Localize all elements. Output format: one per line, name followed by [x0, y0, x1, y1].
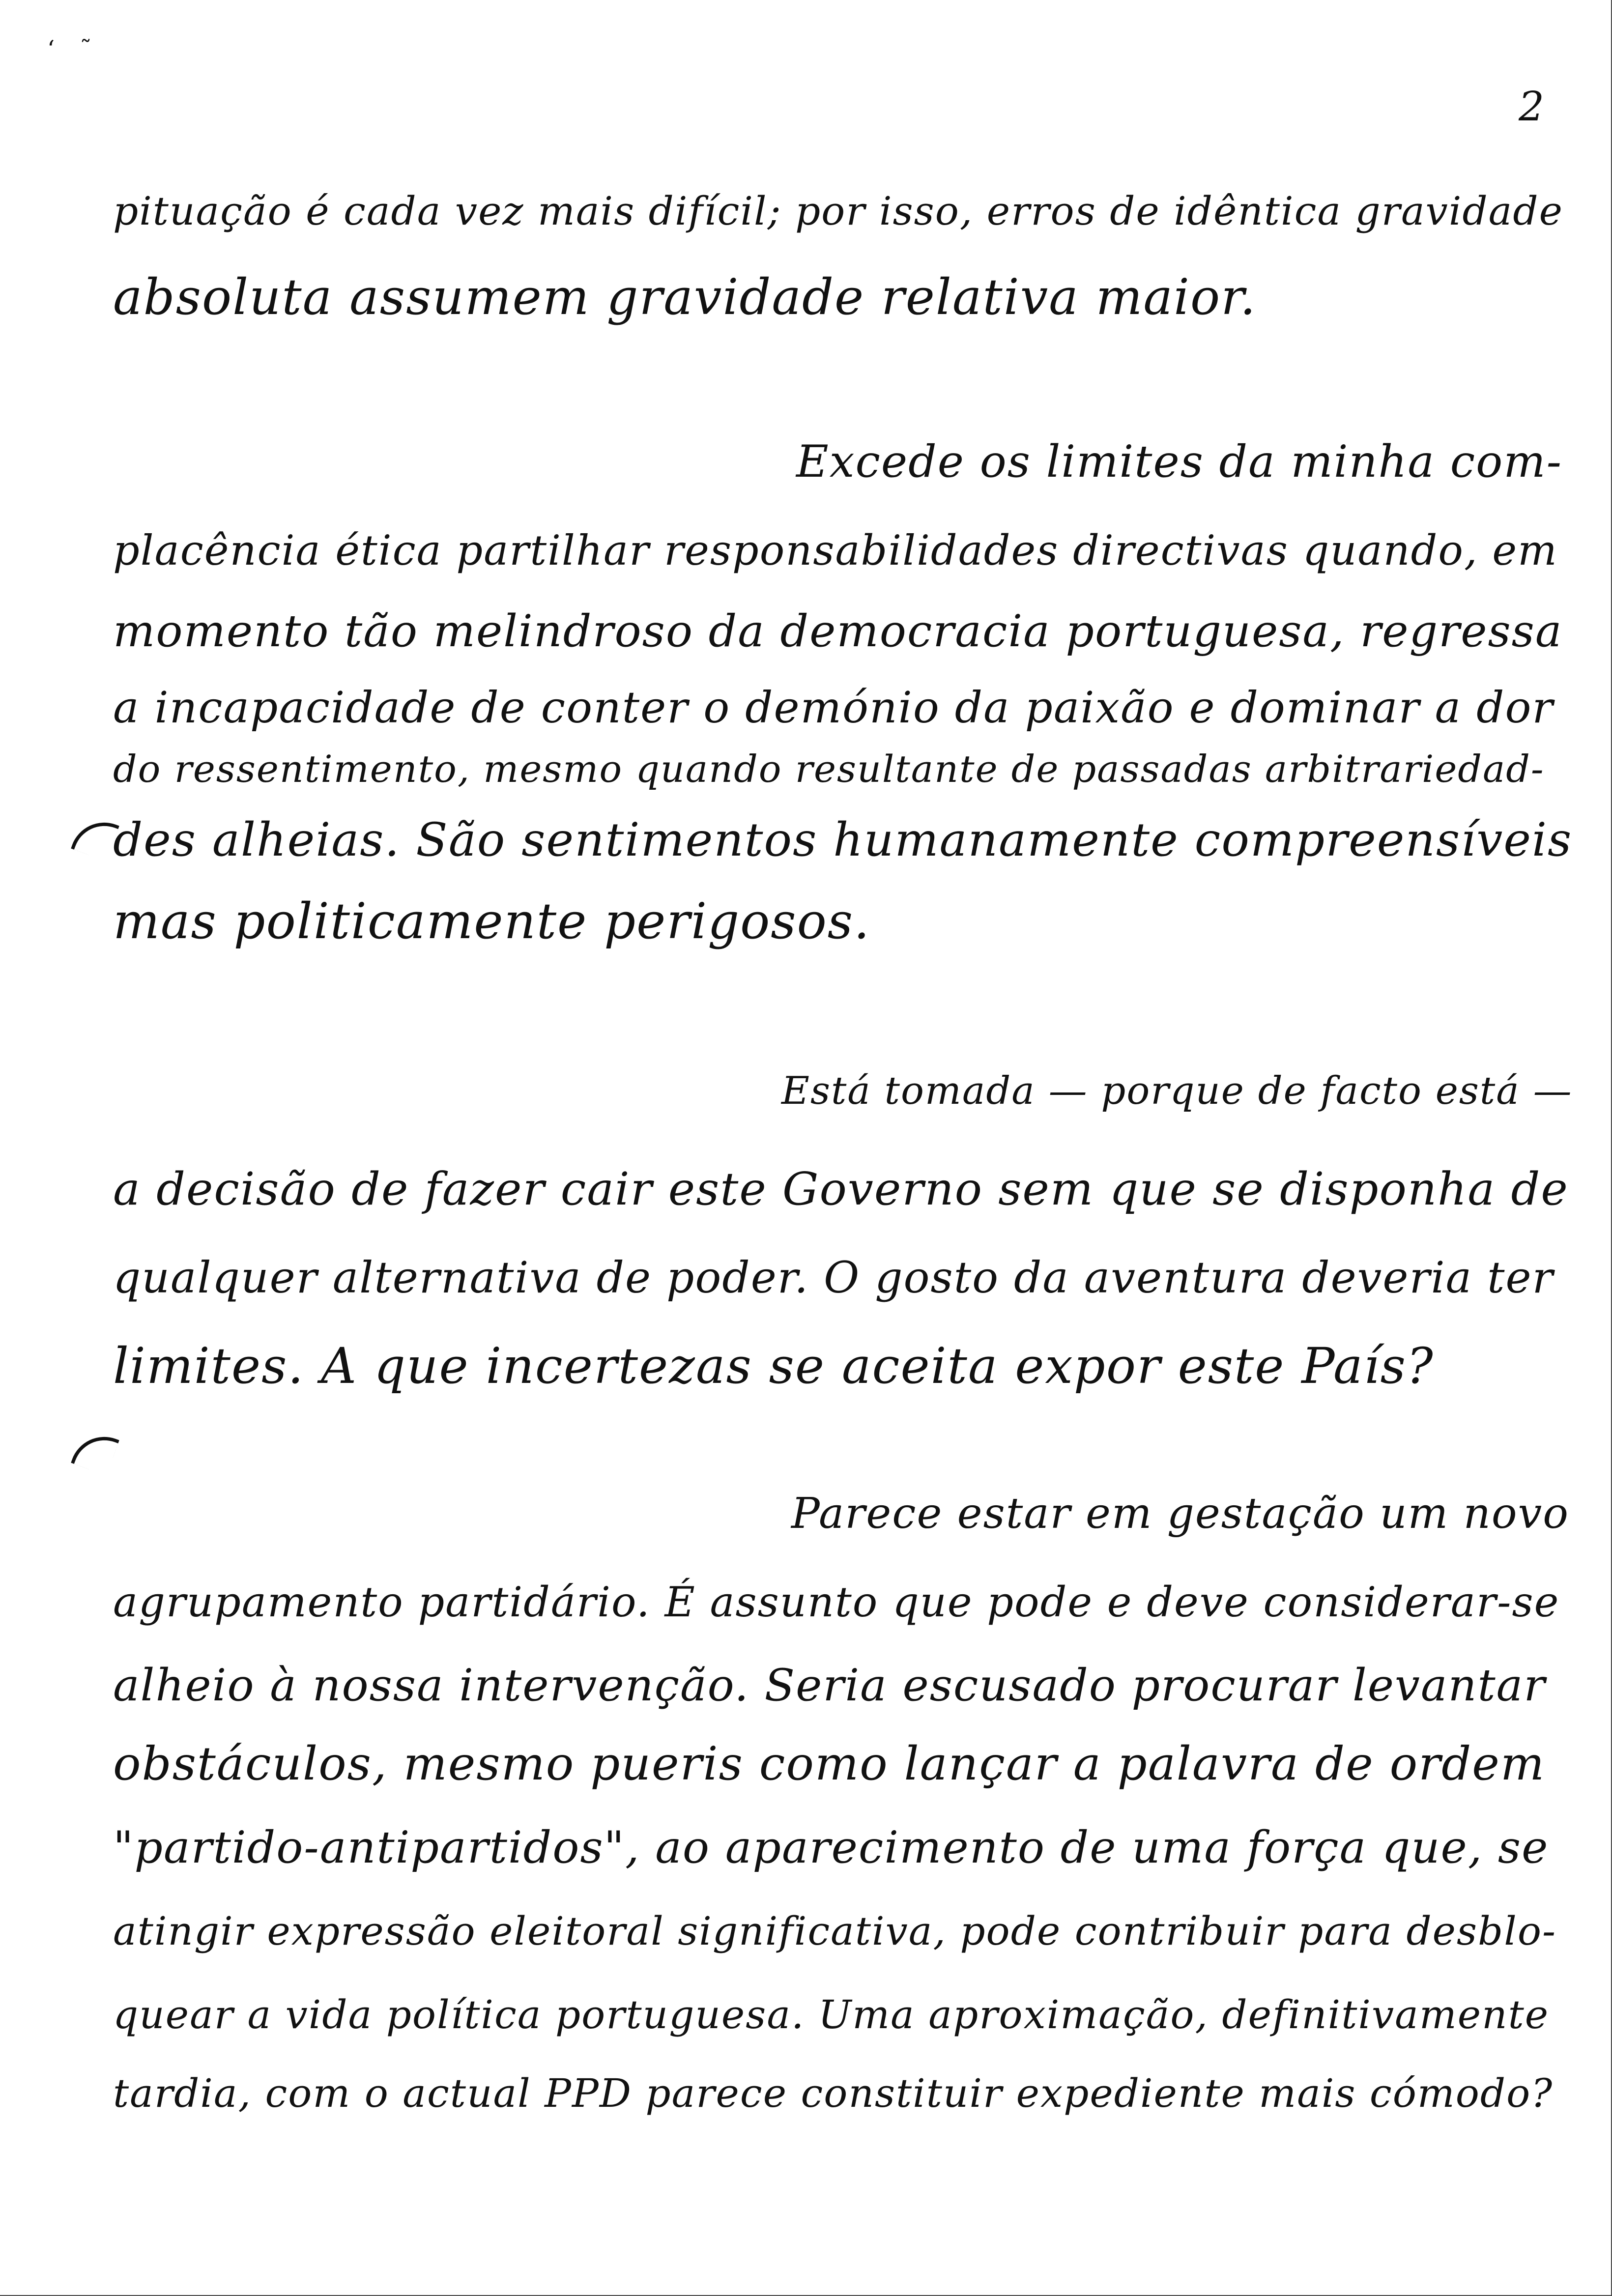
text-line-7: do ressentimento, mesmo quando resultante de passadas arbitrariedad- — [113, 747, 1545, 791]
text-line-15: agrupamento partidário. É assunto que pode e deve considerar-se — [113, 1578, 1560, 1626]
margin-bracket-2 — [71, 1427, 119, 1476]
text-line-5: momento tão melindroso da democracia portuguesa, regressa — [113, 605, 1563, 657]
text-line-1: pituação é cada vez mais difícil; por isso, erros de idêntica gravidade — [113, 188, 1563, 234]
text-line-3: Excede os limites da minha com- — [796, 436, 1563, 488]
text-line-21: tardia, com o actual PPD parece constituir expediente mais cómodo? — [113, 2070, 1554, 2116]
margin-bracket-1 — [71, 813, 119, 861]
text-line-17: obstáculos, mesmo pueris como lançar a palavra de ordem — [113, 1737, 1546, 1791]
text-line-20: quear a vida política portuguesa. Uma aproximação, definitivamente — [113, 1992, 1550, 2038]
text-line-14: Parece estar em gestação um novo — [791, 1489, 1570, 1538]
text-line-10: Está tomada — porque de facto está — — [781, 1069, 1573, 1113]
text-line-2: absoluta assumem gravidade relativa maior. — [113, 268, 1257, 326]
text-line-4: placência ética partilhar responsabilidades directivas quando, em — [113, 526, 1558, 574]
text-line-18: "partido-antipartidos", ao aparecimento de uma força que, se — [113, 1822, 1549, 1873]
text-line-16: alheio à nossa intervenção. Seria escusado procurar levantar — [113, 1660, 1546, 1711]
text-line-19: atingir expressão eleitoral significativa, pode contribuir para desblo- — [113, 1908, 1557, 1954]
text-line-11: a decisão de fazer cair este Governo sem que se disponha de — [113, 1163, 1569, 1215]
text-line-12: qualquer alternativa de poder. O gosto da aventura deveria ter — [113, 1252, 1554, 1303]
text-line-9: mas politicamente perigosos. — [113, 892, 870, 950]
text-line-13: limites. A que incertezas se aceita expor este País? — [113, 1337, 1434, 1395]
corner-marks: ‘ ˜ — [47, 35, 101, 63]
text-line-6: a incapacidade de conter o demónio da paixão e dominar a dor — [113, 682, 1554, 733]
text-line-8: des alheias. São sentimentos humanamente compreensíveis — [113, 813, 1573, 867]
page-number: 2 — [1519, 84, 1545, 130]
